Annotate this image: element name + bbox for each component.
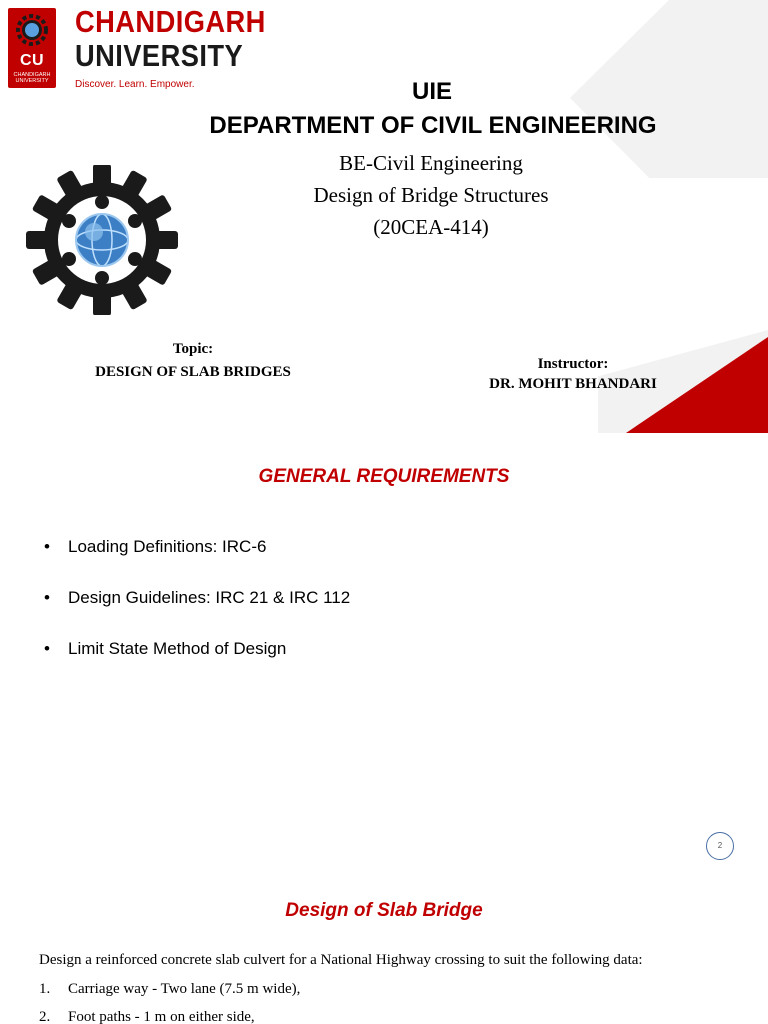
- list-item-text: Carriage way - Two lane (7.5 m wide),: [68, 981, 301, 997]
- topic-label: Topic:: [172, 341, 214, 357]
- problem-statement: Design a reinforced concrete slab culvert for a National Highway crossing to suit the following data:: [39, 952, 643, 968]
- slide-heading: Design of Slab Bridge: [285, 900, 483, 921]
- bullet-icon: •: [44, 588, 50, 607]
- slide-heading: GENERAL REQUIREMENTS: [258, 466, 510, 487]
- list-item-text: Limit State Method of Design: [68, 639, 287, 658]
- logo-badge-text: CU: [19, 52, 45, 69]
- university-tagline: Discover. Learn. Empower.: [75, 79, 195, 90]
- logo-badge-subtext: CHANDIGARH UNIVERSITY: [13, 72, 51, 84]
- university-name-line1: CHANDIGARH: [75, 4, 266, 39]
- list-item: [44, 588, 350, 639]
- instructor-label: Instructor:: [537, 356, 609, 372]
- slab-bridge-slide: [0, 873, 768, 1024]
- gear-globe-icon-large: [22, 165, 182, 315]
- list-item-number: 2.: [39, 1009, 51, 1024]
- list-item-text: Design Guidelines: IRC 21 & IRC 112: [68, 588, 351, 607]
- requirements-list: [44, 537, 350, 690]
- general-requirements-slide: [0, 433, 768, 873]
- bullet-icon: •: [44, 537, 50, 556]
- list-item: [44, 537, 350, 588]
- instructor-name: DR. MOHIT BHANDARI: [489, 376, 657, 392]
- university-name-line2: UNIVERSITY: [75, 38, 244, 73]
- page-number-badge: 2: [706, 832, 734, 860]
- course-name: Design of Bridge Structures: [313, 183, 549, 207]
- gear-globe-icon: [8, 8, 56, 52]
- title-slide: [0, 0, 768, 433]
- list-item-text: Loading Definitions: IRC-6: [68, 537, 267, 556]
- university-logo-badge: [8, 8, 56, 88]
- bullet-icon: •: [44, 639, 50, 658]
- department-title: DEPARTMENT OF CIVIL ENGINEERING: [209, 112, 657, 139]
- institute-title: UIE: [411, 78, 452, 105]
- course-code: (20CEA-414): [373, 215, 489, 239]
- program-name: BE-Civil Engineering: [339, 151, 523, 175]
- topic-value: DESIGN OF SLAB BRIDGES: [95, 364, 291, 380]
- list-item-text: Foot paths - 1 m on either side,: [68, 1009, 255, 1024]
- list-item: [44, 639, 350, 690]
- list-item-number: 1.: [39, 981, 51, 997]
